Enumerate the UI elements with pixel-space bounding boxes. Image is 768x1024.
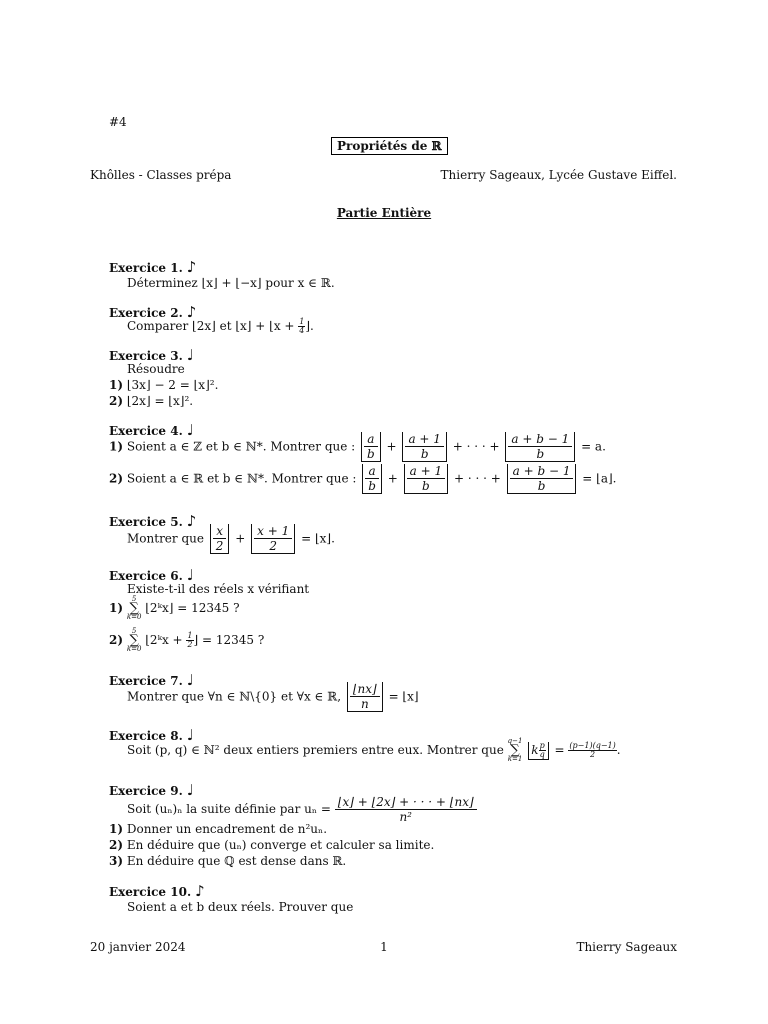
exercise-6-intro: Existe-t-il des réels x vérifiant [127,582,310,596]
eighth-note-icon: ♪ [195,882,205,900]
quarter-note-icon: ♩ [186,566,194,584]
exercise-3-item-2: 2) ⌊2x⌋ = ⌊x⌋². [109,394,194,408]
header-right: Thierry Sageaux, Lycée Gustave Eiffel. [440,168,677,182]
eighth-note-icon: ♪ [186,258,197,276]
exercise-4-item-2: 2) Soient a ∈ ℝ et b ∈ ℕ*. Montrer que : $\frac{a}{b}$ + $\frac{a + 1}{b}$ + · · · + $\frac{a + b - 1}{b}$ = ⌊a⌋. [109,464,617,493]
quarter-note-icon: ♩ [186,726,194,744]
exercise-1-text: Déterminez ⌊x⌋ + ⌊−x⌋ pour x ∈ ℝ. [127,276,335,290]
header-left: Khôlles - Classes prépa [90,168,232,182]
exercise-3-intro: Résoudre [127,362,185,376]
exercise-6-item-1: 1) 5 ∑ k=0 ⌊2ᵏx⌋ = 12345 ? [109,595,240,621]
exercise-3-heading: Exercice 3. ♩ [109,346,194,364]
footer-date: 20 janvier 2024 [90,940,186,954]
exercise-10-text: Soient a et b deux réels. Prouver que [127,900,354,914]
exercise-5-heading: Exercice 5. ♪ [109,512,197,530]
eighth-note-icon: ♪ [186,303,197,321]
footer-author: Thierry Sageaux [576,940,677,954]
exercise-6-item-2: 2) 5 ∑ k=0 ⌊2ᵏx + $\frac{1}{2}$ ⌋ = 12345 ? [109,627,265,653]
page-title: Propriétés de ℝ [331,137,448,155]
exercise-2-heading: Exercice 2. ♪ [109,303,197,321]
exercise-4-heading: Exercice 4. ♩ [109,421,194,439]
section-title: Partie Entière [336,206,432,220]
eighth-note-icon: ♪ [186,512,197,530]
exercise-5-text: Montrer que $\frac{x}{2}$ + $\frac{x + 1}{2}$ = ⌊x⌋. [127,524,335,553]
exercise-10-heading: Exercice 10. ♪ [109,882,205,900]
exercise-3-item-1: 1) ⌊3x⌋ − 2 = ⌊x⌋². [109,378,219,392]
quarter-note-icon: ♩ [186,781,194,799]
exercise-8-text: Soit (p, q) ∈ ℕ² deux entiers premiers entre eux. Montrer que q−1 ∑ k=1 k $\frac{p}{q}$ = $\frac{(p-1)(q-1)}{2}$ . [127,737,621,763]
footer-page-number: 1 [380,940,388,954]
quarter-note-icon: ♩ [186,421,194,439]
quarter-note-icon: ♩ [186,346,194,364]
sheet-number: #4 [109,115,127,129]
exercise-9-item-2: 2) En déduire que (uₙ) converge et calculer sa limite. [109,838,435,852]
exercise-9-heading: Exercice 9. ♩ [109,781,194,799]
exercise-1-heading: Exercice 1. ♪ [109,258,197,276]
exercise-9-item-3: 3) En déduire que ℚ est dense dans ℝ. [109,854,347,868]
exercise-6-heading: Exercice 6. ♩ [109,566,194,584]
exercise-9-item-1: 1) Donner un encadrement de n²uₙ. [109,822,328,836]
exercise-9-intro: Soit (uₙ)ₙ la suite définie par uₙ = $\frac{⌊x⌋ + ⌊2x⌋ + \cdot \cdot \cdot + ⌊nx⌋}{\text{n²}}$ [127,795,477,824]
exercise-7-heading: Exercice 7. ♩ [109,671,194,689]
exercise-4-item-1: 1) Soient a ∈ ℤ et b ∈ ℕ*. Montrer que : $\frac{a}{b}$ + $\frac{a + 1}{b}$ + · · · + $\frac{a + b - 1}{b}$ = a. [109,432,606,461]
exercise-7-text: Montrer que ∀n ∈ ℕ\{0} et ∀x ∈ ℝ, $\frac{⌊nx⌋}{n}$ = ⌊x⌋ [127,682,419,711]
exercise-2-text: Comparer ⌊2x⌋ et ⌊x⌋ + ⌊x + $\frac{1}{4}$ ⌋. [127,317,314,335]
exercise-8-heading: Exercice 8. ♩ [109,726,194,744]
quarter-note-icon: ♩ [186,671,194,689]
